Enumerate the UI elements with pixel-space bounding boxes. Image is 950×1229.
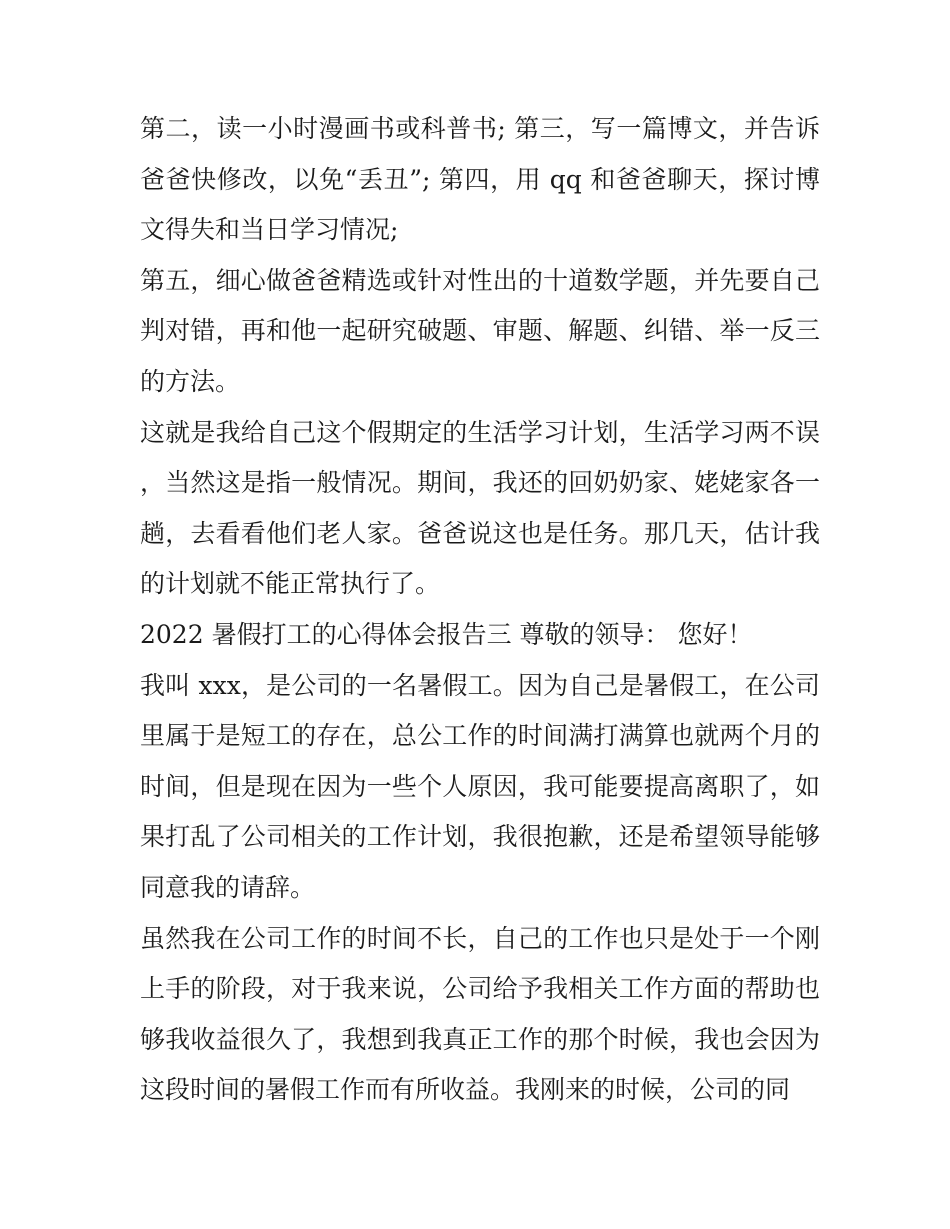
paragraph-math-practice: 第五，细心做爸爸精选或针对性出的十道数学题，并先要自己判对错，再和他一起研究破题、审题、解题、纠错、举一反三的方法。 <box>140 265 820 396</box>
paragraph-resignation-intro: 我叫 xxx，是公司的一名暑假工。因为自己是暑假工，在公司里属于是短工的存在，总公工作的时间满打满算也就两个月的时间，但是现在因为一些个人原因，我可能要提高离职了，如果打乱了公司相关的工作计划，我很抱歉，还是希望领导能够同意我的请辞。 <box>140 670 820 902</box>
paragraph-work-gratitude: 虽然我在公司工作的时间不长，自己的工作也只是处于一个刚上手的阶段，对于我来说，公司给予我相关工作方面的帮助也够我收益很久了，我想到我真正工作的那个时候，我也会因为这段时间的暑假工作而有所收益。我刚来的时候，公司的同 <box>140 923 820 1105</box>
paragraph-summer-plan-summary: 这就是我给自己这个假期定的生活学习计划，生活学习两不误，当然这是指一般情况。期间，我还的回奶奶家、姥姥家各一趟，去看看他们老人家。爸爸说这也是任务。那几天，估计我的计划就不能正常执行了。 <box>140 417 820 599</box>
document-body <box>140 104 820 1116</box>
paragraph-reading-plan: 第二，读一小时漫画书或科普书; 第三，写一篇博文，并告诉爸爸快修改，以免“丢丑”; 第四，用 qq 和爸爸聊天，探讨博文得失和当日学习情况; <box>140 114 820 245</box>
paragraph-report-heading: 2022 暑假打工的心得体会报告三 尊敬的领导： 您好！ <box>140 619 753 649</box>
